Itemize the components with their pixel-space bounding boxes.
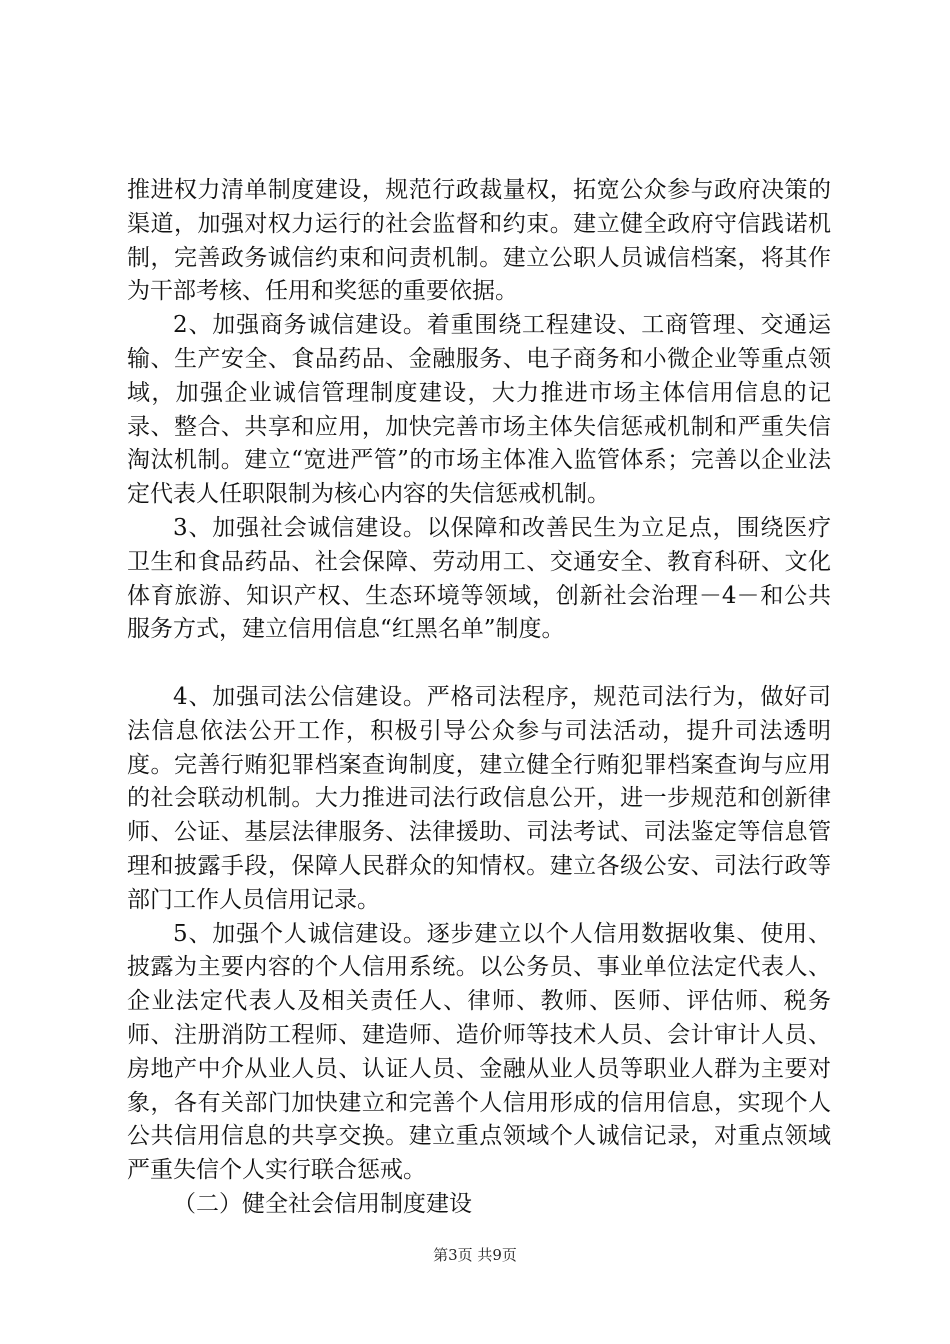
paragraph-government-integrity-continued: 推进权力清单制度建设，规范行政裁量权，拓宽公众参与政府决策的渠道，加强对权力运行的社会监督和约束。建立健全政府守信践诺机制，完善政务诚信约束和问责机制。建立公职人员诚信档案，将其作为干部考核、任用和奖惩的重要依据。 — [127, 177, 831, 305]
section-heading: （二）健全社会信用制度建设 — [173, 1190, 472, 1217]
paragraph-judicial-credibility: 4、加强司法公信建设。严格司法程序，规范司法行为，做好司法信息依法公开工作，积极引导公众参与司法活动，提升司法透明度。完善行贿犯罪档案查询制度，建立健全行贿犯罪档案查询与应用的社会联动机制。大力推进司法行政信息公开，进一步规范和创新律师、公证、基层法律服务、法律援助、司法考试、司法鉴定等信息管理和披露手段，保障人民群众的知情权。建立各级公安、司法行政等部门工作人员信用记录。 — [127, 683, 831, 913]
paragraph-social-integrity: 3、加强社会诚信建设。以保障和改善民生为立足点，围绕医疗卫生和食品药品、社会保障、劳动用工、交通安全、教育科研、文化体育旅游、知识产权、生态环境等领域，创新社会治理－4－和公共服务方式，建立信用信息“红黑名单”制度。 — [127, 514, 831, 643]
paragraph-personal-integrity: 5、加强个人诚信建设。逐步建立以个人信用数据收集、使用、披露为主要内容的个人信用系统。以公务员、事业单位法定代表人、企业法定代表人及相关责任人、律师、教师、医师、评估师、税务师、注册消防工程师、建造师、造价师等技术人员、会计审计人员、房地产中介从业人员、认证人员、金融从业人员等职业人群为主要对象，各有关部门加快建立和完善个人信用形成的信用信息，实现个人公共信用信息的共享交换。建立重点领域个人诚信记录，对重点领域严重失信个人实行联合惩戒。 — [127, 920, 831, 1184]
document-body — [127, 174, 831, 1222]
page-footer: 第3页 共9页 — [433, 1246, 517, 1264]
paragraph-business-integrity: 2、加强商务诚信建设。着重围绕工程建设、工商管理、交通运输、生产安全、食品药品、金融服务、电子商务和小微企业等重点领域，加强企业诚信管理制度建设，大力推进市场主体信用信息的记录、整合、共享和应用，加快完善市场主体失信惩戒机制和严重失信淘汰机制。建立“宽进严管”的市场主体准入监管体系；完善以企业法定代表人任职限制为核心内容的失信惩戒机制。 — [127, 312, 831, 508]
